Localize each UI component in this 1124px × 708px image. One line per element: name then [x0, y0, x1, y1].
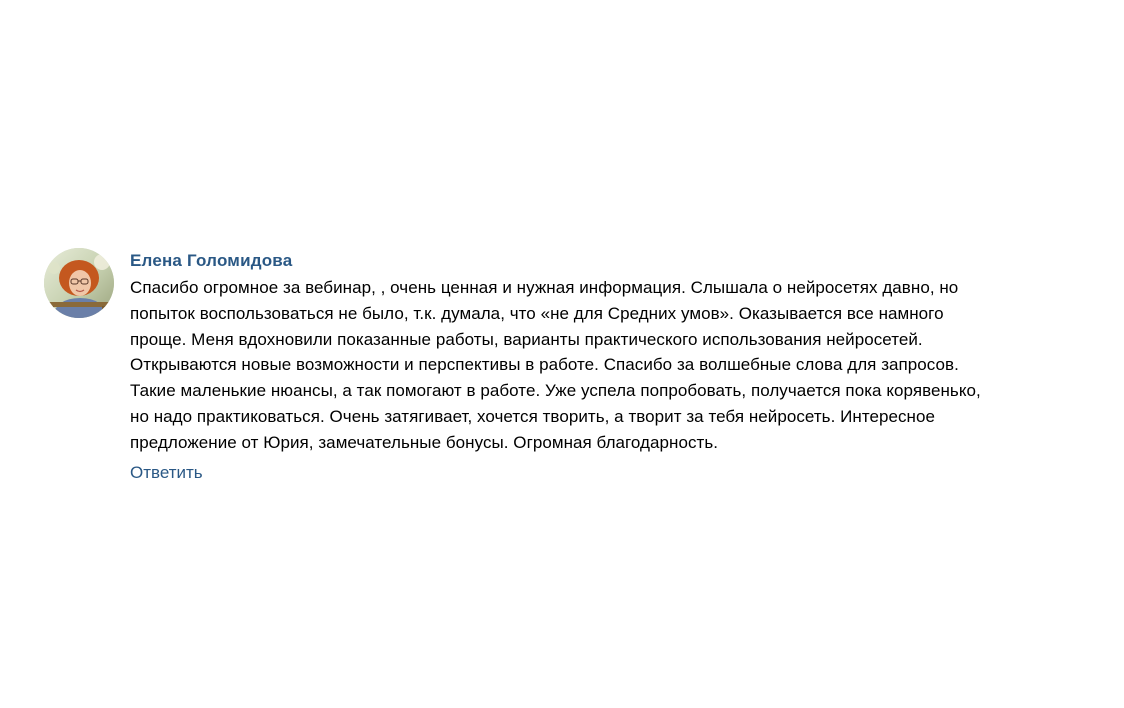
comment-body: [130, 248, 1104, 484]
comment-text: Спасибо огромное за вебинар, , очень ценная и нужная информация. Слышала о нейросетях давно, но попыток воспользоваться не было, т.к. думала, что «не для Средних умов». Оказывается все намного проще. Меня вдохновили показанные работы, варианты практического использования нейросетей. Открываются новые возможности и перспективы в работе. Спасибо за волшебные слова для запросов. Такие маленькие нюансы, а так помогают в работе. Уже успела попробовать, получается пока корявенько, но надо практиковаться. Очень затягивает, хочется творить, а творит за тебя нейросеть. Интересное предложение от Юрия, замечательные бонусы. Огромная благодарность.: [130, 278, 981, 452]
comment: [44, 248, 1104, 484]
author-name-link[interactable]: Елена Голомидова: [130, 251, 293, 270]
avatar[interactable]: [44, 248, 114, 318]
user-photo-avatar-icon: [44, 248, 114, 318]
reply-link[interactable]: Ответить: [130, 462, 203, 482]
